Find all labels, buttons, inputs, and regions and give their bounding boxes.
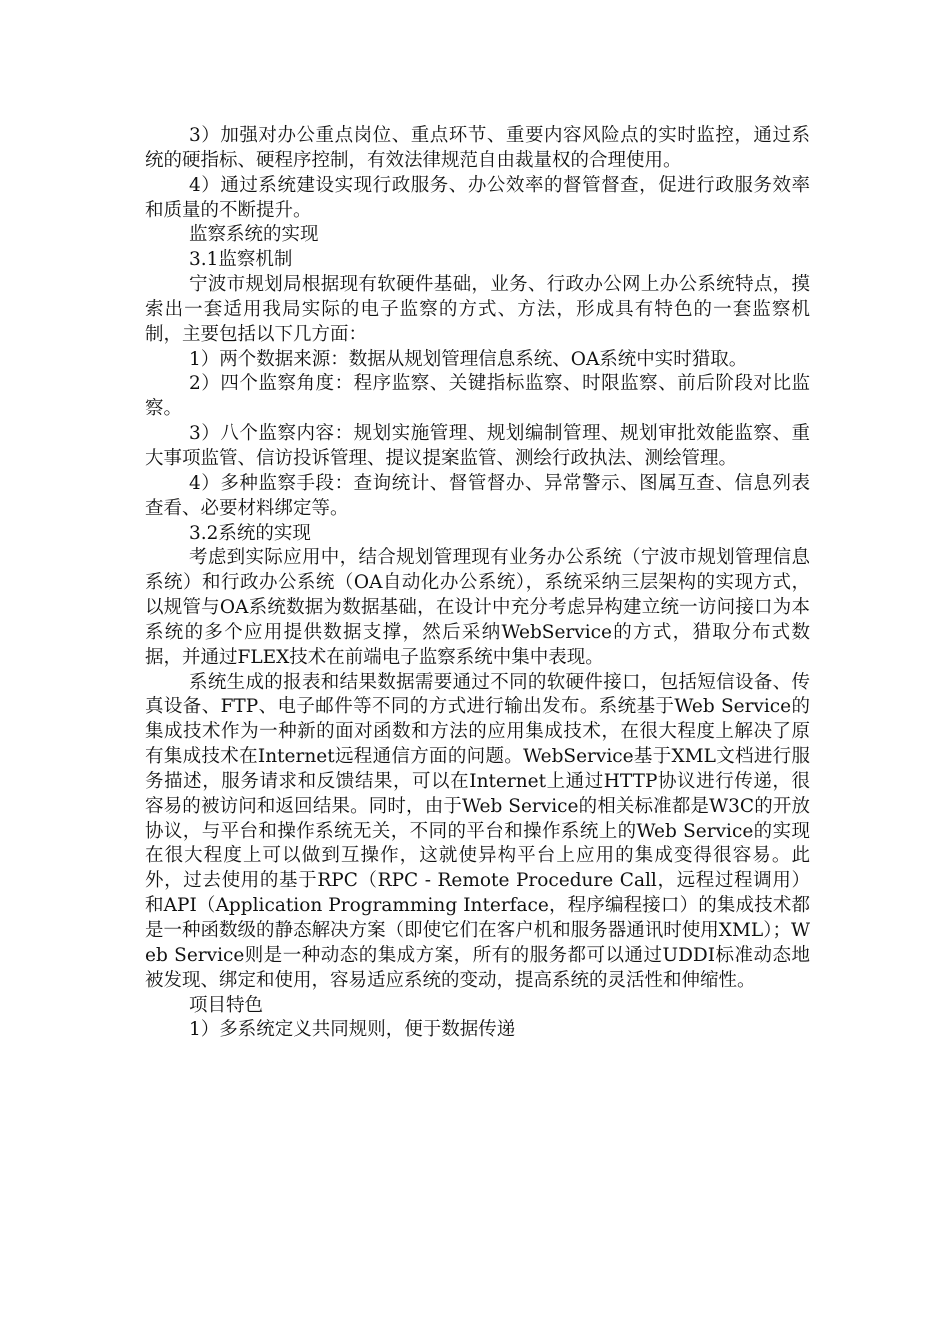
paragraph-monitoring-contents: 3）八个监察内容：规划实施管理、规划编制管理、规划审批效能监察、重大事项监管、信访投诉管理、提议提案监管、测绘行政执法、测绘管理。 — [145, 423, 810, 469]
subsection-heading-3-2: 3.2系统的实现 — [189, 522, 311, 544]
section-heading-features: 项目特色 — [189, 994, 264, 1016]
document-body — [145, 124, 810, 1043]
paragraph-item-3: 3）加强对办公重点岗位、重点环节、重要内容风险点的实时监控，通过系统的硬指标、硬程序控制，有效法律规范自由裁量权的合理使用。 — [145, 125, 810, 171]
paragraph-monitoring-means: 4）多种监察手段：查询统计、督管督办、异常警示、图属互查、信息列表查看、必要材料绑定等。 — [145, 472, 810, 519]
paragraph-item-4: 4）通过系统建设实现行政服务、办公效率的督管督查，促进行政服务效率和质量的不断提升。 — [145, 174, 810, 221]
subsection-heading-3-1: 3.1监察机制 — [189, 249, 293, 271]
paragraph-mechanism-intro: 宁波市规划局根据现有软硬件基础，业务、行政办公网上办公系统特点，摸索出一套适用我局实际的电子监察的方式、方法，形成具有特色的一套监察机制，主要包括以下几方面： — [145, 274, 810, 345]
paragraph-webservice: 系统生成的报表和结果数据需要通过不同的软硬件接口，包括短信设备、传真设备、FTP、电子邮件等不同的方式进行输出发布。系统基于Web Service的集成技术作为一种新的面对函数和方法的应用集成技术，在很大程度上解决了原有集成技术在Internet远程通信方面的问题。WebService基于XML文档进行服务描述，服务请求和反馈结果，可以在Internet上通过HTTP协议进行传递，很容易的被访问和返回结果。同时，由于Web Service的相关标准都是W3C的开放协议，与平台和操作系统无关，不同的平台和操作系统上的Web Service的实现在很大程度上可以做到互操作，这就使异构平台上应用的集成变得很容易。此外，过去使用的基于RPC（RPC - Remote Procedure Call，远程过程调用）和API（Application Programming Interface，程序编程接口）的集成技术都是一种函数级的静态解决方案（即使它们在客户机和服务器通讯时使用XML）；Web Service则是一种动态的集成方案，所有的服务都可以通过UDDI标准动态地被发现、绑定和使用，容易适应系统的变动，提高系统的灵活性和伸缩性。 — [145, 671, 810, 991]
paragraph-monitoring-angles: 2）四个监察角度：程序监察、关键指标监察、时限监察、前后阶段对比监察。 — [145, 373, 810, 420]
section-heading-implementation: 监察系统的实现 — [189, 224, 319, 246]
paragraph-feature-1: 1）多系统定义共同规则，便于数据传递 — [189, 1019, 516, 1041]
paragraph-architecture: 考虑到实际应用中，结合规划管理现有业务办公系统（宁波市规划管理信息系统）和行政办公系统（OA自动化办公系统），系统采纳三层架构的实现方式，以规管与OA系统数据为数据基础，在设计中充分考虑异构建立统一访问接口为本系统的多个应用提供数据支撑，然后采纳WebService的方式，猎取分布式数据，并通过FLEX技术在前端电子监察系统中集中表现。 — [145, 547, 810, 668]
paragraph-data-sources: 1）两个数据来源：数据从规划管理信息系统、OA系统中实时猎取。 — [189, 348, 748, 370]
